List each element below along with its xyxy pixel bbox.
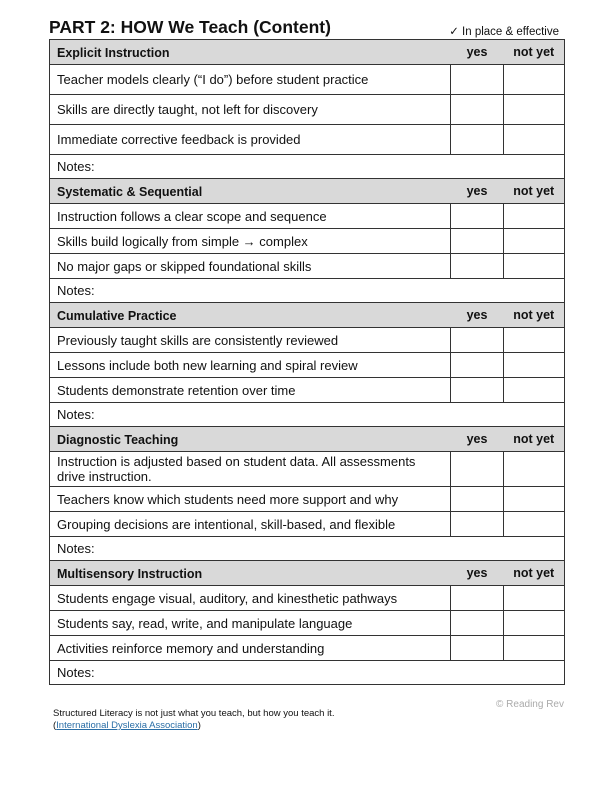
criterion-text: Students engage visual, auditory, and kinesthetic pathways bbox=[50, 586, 451, 611]
checklist-row bbox=[50, 204, 565, 229]
checklist-row bbox=[50, 229, 565, 254]
checklist-row bbox=[50, 452, 565, 487]
footer-quote: Structured Literacy is not just what you teach, but how you teach it. bbox=[53, 708, 335, 719]
section-title: Cumulative Practice bbox=[50, 303, 451, 328]
checklist-row bbox=[50, 636, 565, 661]
yes-checkbox[interactable] bbox=[451, 65, 504, 95]
criterion-text: Grouping decisions are intentional, skill-based, and flexible bbox=[50, 512, 451, 537]
yes-checkbox[interactable] bbox=[451, 611, 504, 636]
section-title: Diagnostic Teaching bbox=[50, 427, 451, 452]
yes-checkbox[interactable] bbox=[451, 512, 504, 537]
section-header bbox=[50, 40, 565, 65]
yes-checkbox[interactable] bbox=[451, 204, 504, 229]
section-header bbox=[50, 561, 565, 586]
checklist-row bbox=[50, 95, 565, 125]
yes-column-header: yes bbox=[451, 427, 504, 452]
page-title: PART 2: HOW We Teach (Content) bbox=[49, 17, 331, 37]
notes-row bbox=[50, 155, 565, 179]
not-yet-checkbox[interactable] bbox=[504, 95, 565, 125]
checklist-row bbox=[50, 125, 565, 155]
checklist-row bbox=[50, 378, 565, 403]
yes-checkbox[interactable] bbox=[451, 586, 504, 611]
yes-checkbox[interactable] bbox=[451, 229, 504, 254]
notes-field[interactable]: Notes: bbox=[50, 537, 565, 561]
yes-column-header: yes bbox=[451, 303, 504, 328]
not-yet-column-header: not yet bbox=[504, 561, 565, 586]
section-header bbox=[50, 303, 565, 328]
checklist-row bbox=[50, 487, 565, 512]
section-title: Systematic & Sequential bbox=[50, 179, 451, 204]
not-yet-column-header: not yet bbox=[504, 303, 565, 328]
yes-checkbox[interactable] bbox=[451, 353, 504, 378]
checklist-row bbox=[50, 254, 565, 279]
criterion-text: Students demonstrate retention over time bbox=[50, 378, 451, 403]
criterion-text: Instruction is adjusted based on student data. All assessments drive instruction. bbox=[50, 452, 451, 487]
not-yet-checkbox[interactable] bbox=[504, 611, 565, 636]
not-yet-checkbox[interactable] bbox=[504, 328, 565, 353]
ida-link[interactable]: International Dyslexia Association bbox=[56, 720, 198, 731]
notes-field[interactable]: Notes: bbox=[50, 155, 565, 179]
criterion-text: Teacher models clearly (“I do”) before student practice bbox=[50, 65, 451, 95]
criterion-text: Immediate corrective feedback is provided bbox=[50, 125, 451, 155]
yes-column-header: yes bbox=[451, 40, 504, 65]
criterion-text: Skills are directly taught, not left for discovery bbox=[50, 95, 451, 125]
yes-checkbox[interactable] bbox=[451, 452, 504, 487]
not-yet-column-header: not yet bbox=[504, 179, 565, 204]
not-yet-checkbox[interactable] bbox=[504, 204, 565, 229]
notes-field[interactable]: Notes: bbox=[50, 279, 565, 303]
not-yet-checkbox[interactable] bbox=[504, 254, 565, 279]
section-header bbox=[50, 427, 565, 452]
criterion-text: Previously taught skills are consistently reviewed bbox=[50, 328, 451, 353]
yes-checkbox[interactable] bbox=[451, 254, 504, 279]
not-yet-checkbox[interactable] bbox=[504, 487, 565, 512]
not-yet-checkbox[interactable] bbox=[504, 636, 565, 661]
section-header bbox=[50, 179, 565, 204]
criterion-text: Skills build logically from simple → complex bbox=[50, 229, 451, 254]
notes-field[interactable]: Notes: bbox=[50, 661, 565, 685]
checklist-row bbox=[50, 353, 565, 378]
criterion-text: Instruction follows a clear scope and sequence bbox=[50, 204, 451, 229]
section-title: Explicit Instruction bbox=[50, 40, 451, 65]
criterion-text: Activities reinforce memory and understanding bbox=[50, 636, 451, 661]
yes-checkbox[interactable] bbox=[451, 328, 504, 353]
yes-checkbox[interactable] bbox=[451, 95, 504, 125]
criterion-text: Teachers know which students need more support and why bbox=[50, 487, 451, 512]
not-yet-checkbox[interactable] bbox=[504, 125, 565, 155]
notes-field[interactable]: Notes: bbox=[50, 403, 565, 427]
not-yet-checkbox[interactable] bbox=[504, 229, 565, 254]
not-yet-checkbox[interactable] bbox=[504, 586, 565, 611]
yes-checkbox[interactable] bbox=[451, 487, 504, 512]
footer-paren-close: ) bbox=[197, 720, 201, 731]
yes-checkbox[interactable] bbox=[451, 636, 504, 661]
not-yet-column-header: not yet bbox=[504, 40, 565, 65]
not-yet-checkbox[interactable] bbox=[504, 353, 565, 378]
not-yet-checkbox[interactable] bbox=[504, 378, 565, 403]
criterion-text: No major gaps or skipped foundational skills bbox=[50, 254, 451, 279]
checklist-row bbox=[50, 611, 565, 636]
criterion-text: Lessons include both new learning and spiral review bbox=[50, 353, 451, 378]
footer-source bbox=[53, 720, 201, 731]
checklist-row bbox=[50, 328, 565, 353]
notes-row bbox=[50, 279, 565, 303]
yes-checkbox[interactable] bbox=[451, 378, 504, 403]
not-yet-checkbox[interactable] bbox=[504, 65, 565, 95]
copyright: © Reading Rev bbox=[496, 699, 564, 710]
notes-row bbox=[50, 403, 565, 427]
checklist-row bbox=[50, 586, 565, 611]
checklist-row bbox=[50, 65, 565, 95]
legend-checkmark: ✓ In place & effective bbox=[449, 26, 559, 38]
section-title: Multisensory Instruction bbox=[50, 561, 451, 586]
criterion-text: Students say, read, write, and manipulate language bbox=[50, 611, 451, 636]
yes-column-header: yes bbox=[451, 179, 504, 204]
notes-row bbox=[50, 537, 565, 561]
yes-column-header: yes bbox=[451, 561, 504, 586]
yes-checkbox[interactable] bbox=[451, 125, 504, 155]
notes-row bbox=[50, 661, 565, 685]
checklist-row bbox=[50, 512, 565, 537]
not-yet-checkbox[interactable] bbox=[504, 512, 565, 537]
footer-paren-open: ( bbox=[53, 720, 57, 731]
checklist-table bbox=[49, 39, 565, 685]
not-yet-column-header: not yet bbox=[504, 427, 565, 452]
not-yet-checkbox[interactable] bbox=[504, 452, 565, 487]
